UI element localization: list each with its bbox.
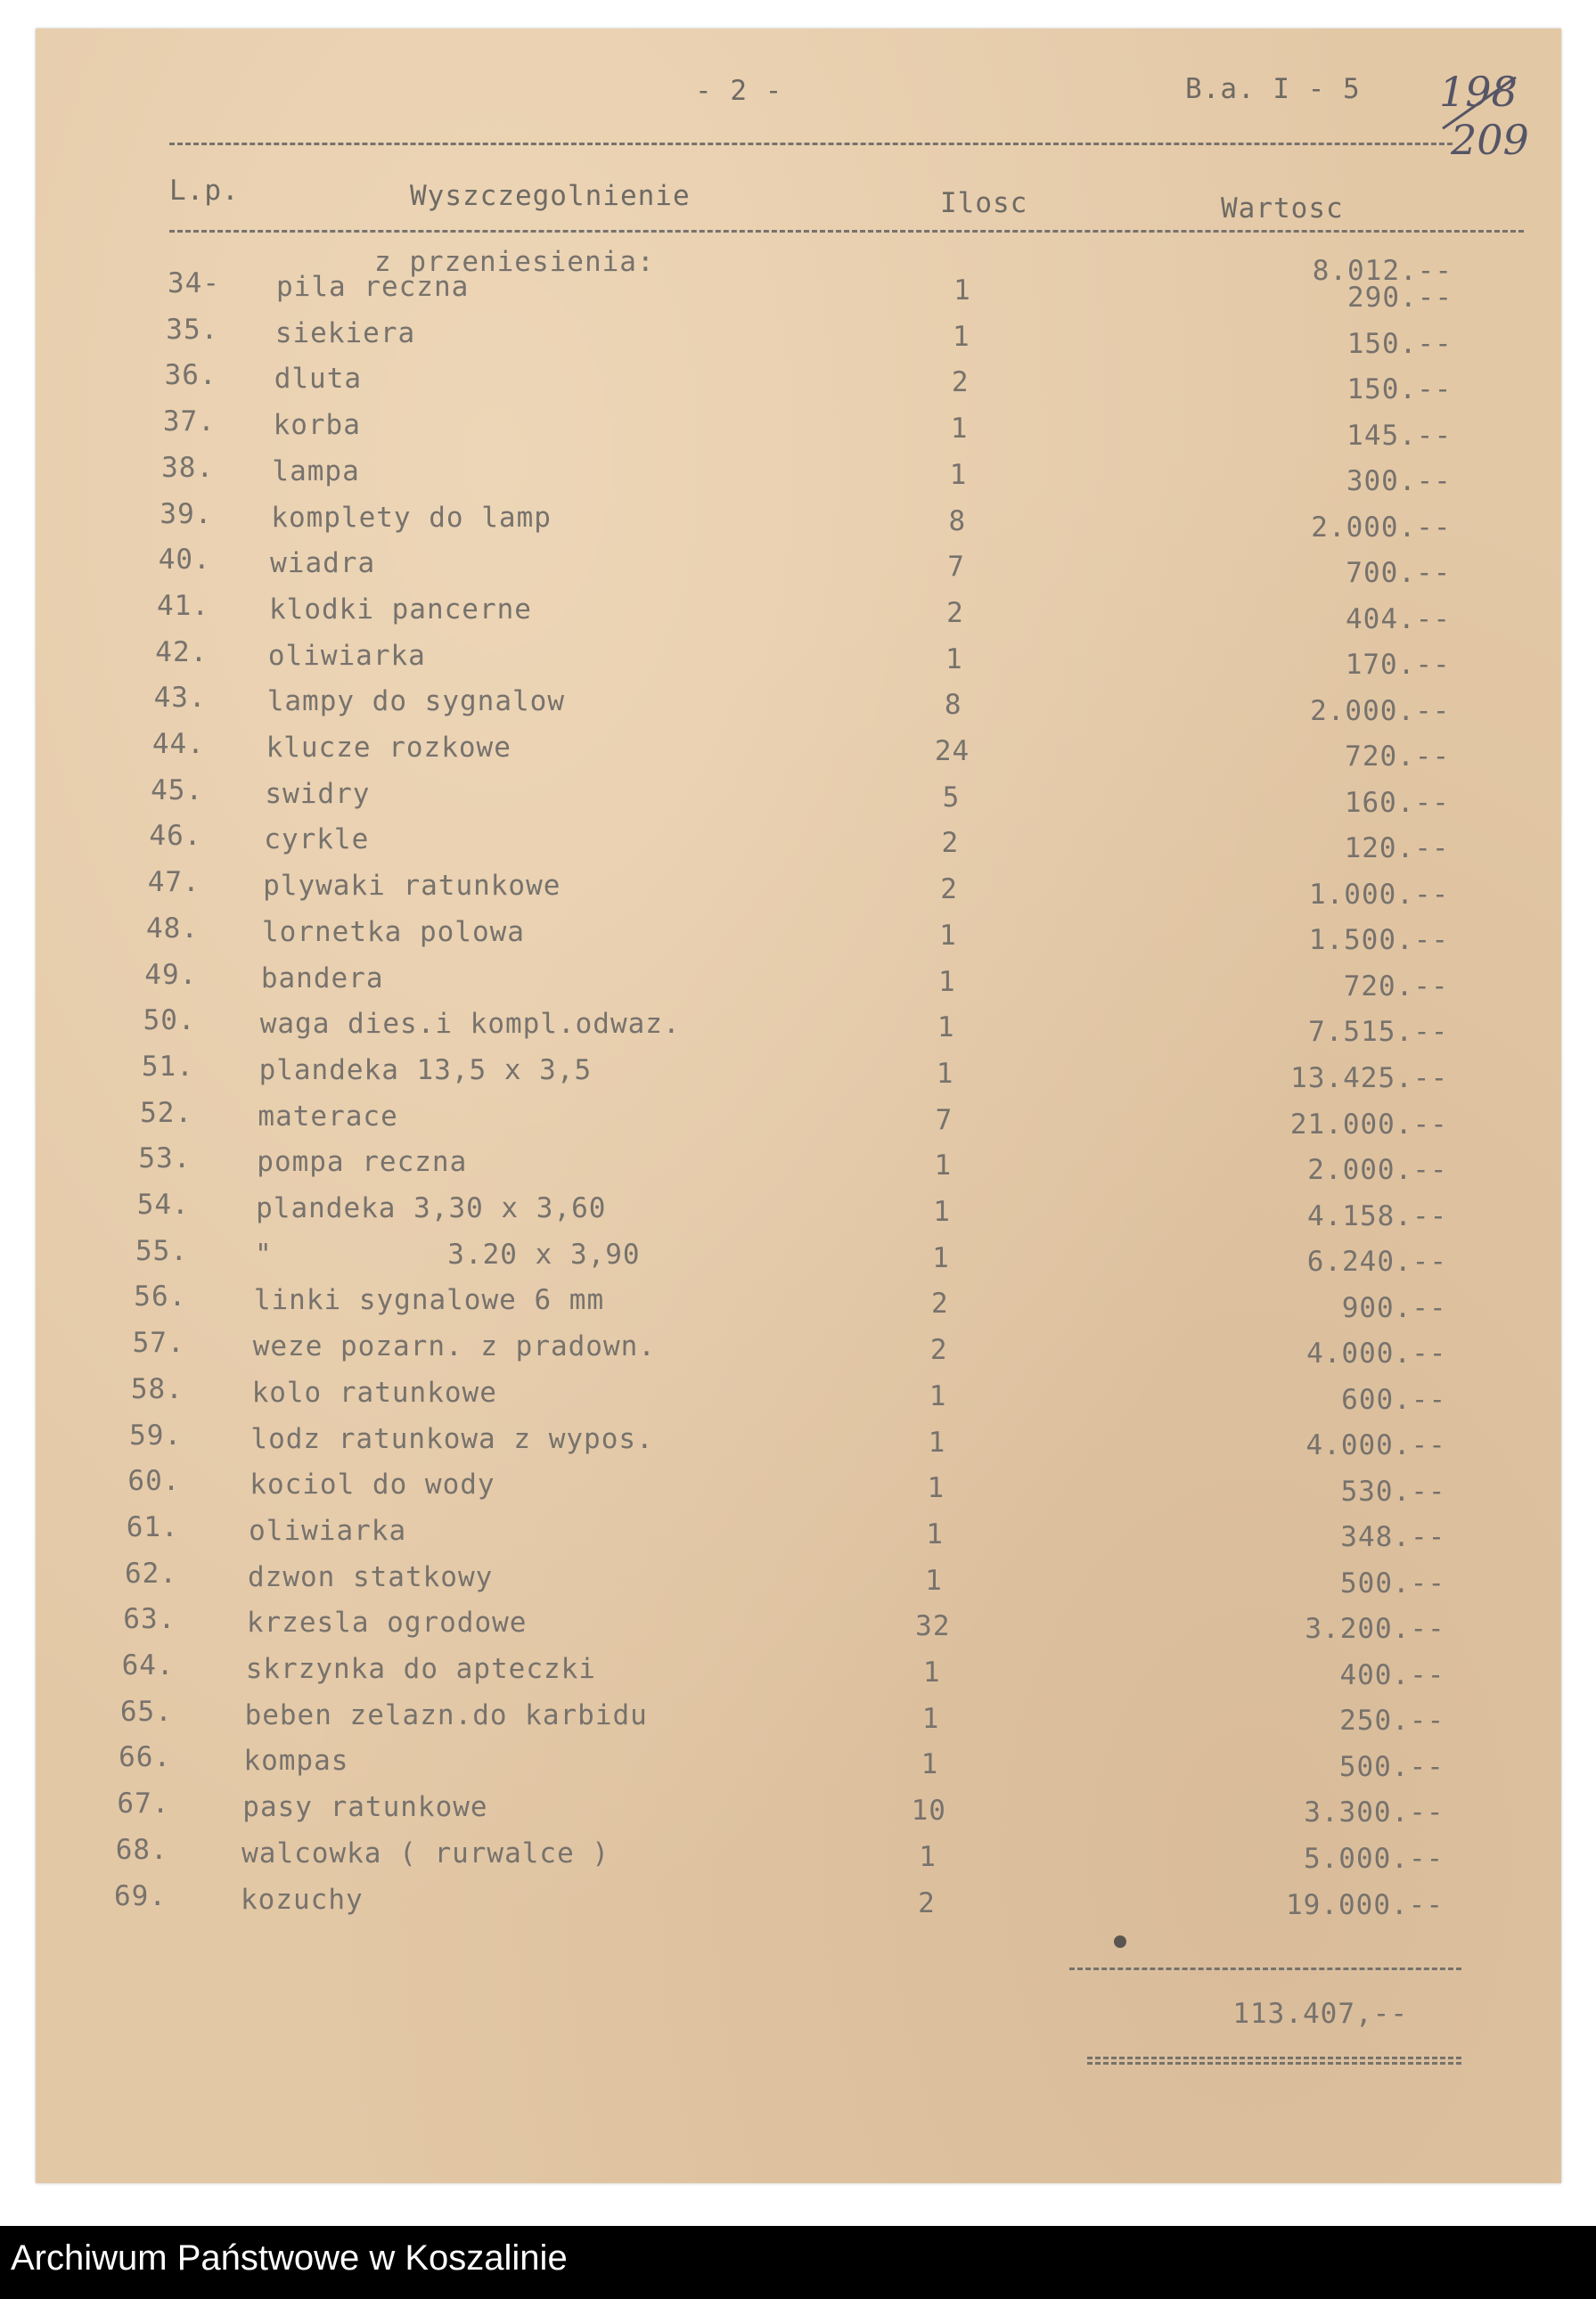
row-quantity: 1 <box>933 1196 951 1228</box>
row-item: kolo ratunkowe <box>251 1376 497 1409</box>
row-value: 4.158.-- <box>1306 1199 1448 1232</box>
row-quantity: 1 <box>921 1702 940 1735</box>
header-bottom-rule <box>169 230 1524 233</box>
row-quantity: 1 <box>928 1426 946 1459</box>
row-number: 61. <box>126 1510 179 1543</box>
row-value: 5.000.-- <box>1303 1842 1445 1875</box>
row-value: 900.-- <box>1341 1291 1447 1324</box>
row-value: 500.-- <box>1338 1750 1445 1783</box>
row-quantity: 8 <box>948 504 967 537</box>
row-item: siekiera <box>274 316 416 349</box>
row-number: 40. <box>158 544 211 577</box>
row-number: 68. <box>115 1833 168 1866</box>
row-item: kompas <box>243 1745 349 1778</box>
row-quantity: 1 <box>929 1379 947 1412</box>
row-quantity: 1 <box>926 1518 944 1550</box>
row-value: 4.000.-- <box>1306 1338 1447 1370</box>
row-item: lornetka polowa <box>262 915 525 948</box>
row-number: 39. <box>160 497 213 530</box>
row-value: 13.425.-- <box>1290 1061 1449 1094</box>
row-item: dzwon statkowy <box>248 1560 494 1593</box>
row-item: skrzynka do apteczki <box>245 1653 596 1685</box>
row-number: 35. <box>166 313 219 346</box>
row-item: swidry <box>265 777 371 810</box>
row-quantity: 32 <box>915 1610 951 1643</box>
row-value: 250.-- <box>1339 1705 1445 1738</box>
column-description: Wyszczegolnienie <box>410 180 691 212</box>
row-value: 21.000.-- <box>1289 1108 1448 1141</box>
row-value: 720.-- <box>1345 740 1451 773</box>
row-number: 51. <box>141 1050 194 1083</box>
row-number: 45. <box>151 773 204 806</box>
row-value: 3.200.-- <box>1305 1613 1445 1646</box>
row-number: 69. <box>114 1879 167 1912</box>
row-number: 50. <box>143 1004 196 1037</box>
row-number: 48. <box>146 912 199 945</box>
row-item: " 3.20 x 3,90 <box>255 1238 641 1271</box>
row-value: 290.-- <box>1347 282 1453 314</box>
row-quantity: 1 <box>938 965 956 998</box>
row-item: pompa reczna <box>257 1146 468 1179</box>
row-quantity: 2 <box>941 827 960 860</box>
row-item: plandeka 3,30 x 3,60 <box>256 1192 607 1224</box>
row-quantity: 1 <box>925 1564 943 1597</box>
row-value: 3.300.-- <box>1304 1796 1445 1829</box>
row-quantity: 1 <box>936 1057 954 1090</box>
column-quantity: Ilosc <box>940 187 1028 219</box>
row-item: klodki pancerne <box>269 593 532 626</box>
row-item: pasy ratunkowe <box>242 1791 488 1824</box>
archive-name: Archiwum Państwowe w Koszalinie <box>11 2238 568 2278</box>
row-number: 43. <box>153 682 207 715</box>
total-top-rule <box>1069 1968 1461 1970</box>
row-quantity: 1 <box>945 642 963 675</box>
row-item: dluta <box>274 363 363 396</box>
row-item: walcowka ( rurwalce ) <box>241 1837 610 1869</box>
row-value: 600.-- <box>1341 1383 1447 1416</box>
row-number: 60. <box>127 1465 181 1498</box>
row-number: 53. <box>138 1142 192 1175</box>
row-quantity: 2 <box>931 1288 949 1321</box>
row-number: 52. <box>140 1096 193 1129</box>
row-value: 1.000.-- <box>1308 878 1450 911</box>
row-number: 59. <box>129 1419 183 1452</box>
row-value: 150.-- <box>1346 327 1453 360</box>
row-number: 37. <box>162 405 216 438</box>
grand-total: 113.407,-- <box>1232 1998 1408 2030</box>
row-number: 49. <box>144 958 198 991</box>
row-number: 34- <box>168 267 220 299</box>
row-quantity: 2 <box>940 873 958 906</box>
row-number: 63. <box>123 1603 176 1636</box>
row-quantity: 1 <box>922 1657 941 1689</box>
row-value: 300.-- <box>1346 465 1452 498</box>
row-quantity: 8 <box>944 689 962 722</box>
row-value: 348.-- <box>1340 1521 1446 1554</box>
row-value: 404.-- <box>1346 602 1451 635</box>
reference-number: B.a. I - 5 <box>1185 73 1361 105</box>
row-quantity: 1 <box>950 413 969 446</box>
row-item: bandera <box>260 961 384 994</box>
row-quantity: 2 <box>951 366 970 399</box>
row-item: korba <box>273 409 361 442</box>
row-number: 56. <box>134 1280 187 1313</box>
row-value: 2.000.-- <box>1310 694 1451 727</box>
row-value: 160.-- <box>1344 786 1450 819</box>
row-number: 46. <box>149 820 202 853</box>
row-item: kociol do wody <box>250 1469 495 1501</box>
row-number: 65. <box>119 1695 173 1728</box>
row-number: 64. <box>121 1649 175 1681</box>
ink-spot <box>1114 1935 1126 1948</box>
row-value: 2.000.-- <box>1311 511 1452 544</box>
row-item: krzesla ogrodowe <box>246 1607 528 1640</box>
row-value: 530.-- <box>1340 1475 1446 1508</box>
row-quantity: 1 <box>934 1150 953 1182</box>
row-item: kozuchy <box>241 1883 364 1916</box>
row-item: plywaki ratunkowe <box>263 870 561 903</box>
row-quantity: 2 <box>929 1334 948 1367</box>
row-quantity: 10 <box>911 1795 946 1828</box>
row-value: 400.-- <box>1339 1658 1445 1691</box>
row-number: 36. <box>164 359 217 392</box>
row-value: 150.-- <box>1346 373 1453 406</box>
row-item: plandeka 13,5 x 3,5 <box>258 1053 593 1086</box>
row-quantity: 1 <box>939 919 957 952</box>
row-number: 66. <box>119 1741 172 1774</box>
row-number: 41. <box>157 589 209 622</box>
row-item: wiadra <box>270 547 376 580</box>
row-value: 7.515.-- <box>1308 1016 1449 1049</box>
row-number: 57. <box>132 1327 185 1360</box>
row-value: 145.-- <box>1346 419 1453 452</box>
row-item: klucze rozkowe <box>266 732 512 764</box>
row-item: waga dies.i kompl.odwaz. <box>259 1008 681 1041</box>
row-number: 42. <box>155 635 209 668</box>
row-item: lodz ratunkowa z wypos. <box>250 1422 654 1455</box>
folio-number-old: 198 <box>1439 68 1518 116</box>
row-value: 6.240.-- <box>1306 1246 1447 1279</box>
row-item: cyrkle <box>264 823 370 856</box>
row-number: 58. <box>130 1372 184 1405</box>
row-quantity: 2 <box>918 1886 936 1919</box>
document-page <box>36 29 1561 2183</box>
row-item: lampa <box>272 454 360 487</box>
row-quantity: 1 <box>949 458 968 491</box>
row-quantity: 5 <box>942 781 961 814</box>
row-quantity: 1 <box>919 1840 937 1873</box>
row-number: 54. <box>136 1189 190 1221</box>
row-value: 720.-- <box>1343 970 1449 1002</box>
row-item: oliwiarka <box>267 639 426 672</box>
row-value: 19.000.-- <box>1286 1888 1444 1921</box>
row-item: komplety do lamp <box>271 501 552 534</box>
row-item: beben zelazn.do karbidu <box>244 1698 648 1731</box>
row-number: 44. <box>151 728 205 760</box>
row-number: 55. <box>135 1234 188 1267</box>
row-quantity: 7 <box>947 551 965 584</box>
row-number: 47. <box>147 866 201 899</box>
row-item: oliwiarka <box>249 1514 407 1547</box>
row-quantity: 1 <box>937 1011 955 1044</box>
row-quantity: 1 <box>953 320 970 353</box>
row-quantity: 1 <box>932 1241 950 1274</box>
row-item: weze pozarn. z pradown. <box>252 1330 656 1363</box>
row-quantity: 24 <box>934 735 970 767</box>
row-value: 2.000.-- <box>1307 1154 1448 1187</box>
row-quantity: 7 <box>935 1103 954 1136</box>
total-bottom-rule <box>1087 2057 1461 2065</box>
column-value: Wartosc <box>1221 192 1344 225</box>
archive-footer <box>0 2226 1596 2299</box>
row-value: 4.000.-- <box>1305 1429 1446 1462</box>
row-item: lampy do sygnalow <box>266 685 565 718</box>
row-item: materace <box>258 1100 398 1133</box>
page-number: - 2 - <box>695 75 783 107</box>
row-value: 700.-- <box>1346 557 1452 590</box>
carry-over-label: z przeniesienia: <box>374 246 655 278</box>
row-value: 120.-- <box>1344 832 1450 865</box>
row-quantity: 1 <box>954 274 971 307</box>
row-item: linki sygnalowe 6 mm <box>253 1284 605 1317</box>
carry-over-value: 8.012.-- <box>1312 255 1453 287</box>
header-top-rule <box>169 143 1453 145</box>
row-number: 38. <box>161 451 215 484</box>
row-quantity: 1 <box>927 1472 945 1505</box>
folio-number-new: 209 <box>1451 116 1529 164</box>
row-number: 62. <box>125 1557 177 1590</box>
row-value: 500.-- <box>1340 1567 1445 1599</box>
row-value: 1.500.-- <box>1308 924 1449 957</box>
row-quantity: 2 <box>946 596 964 629</box>
row-number: 67. <box>117 1788 170 1820</box>
row-quantity: 1 <box>921 1748 939 1781</box>
row-value: 170.-- <box>1345 649 1451 682</box>
column-lp: L.p. <box>169 175 240 207</box>
row-item: pila reczna <box>276 271 470 303</box>
